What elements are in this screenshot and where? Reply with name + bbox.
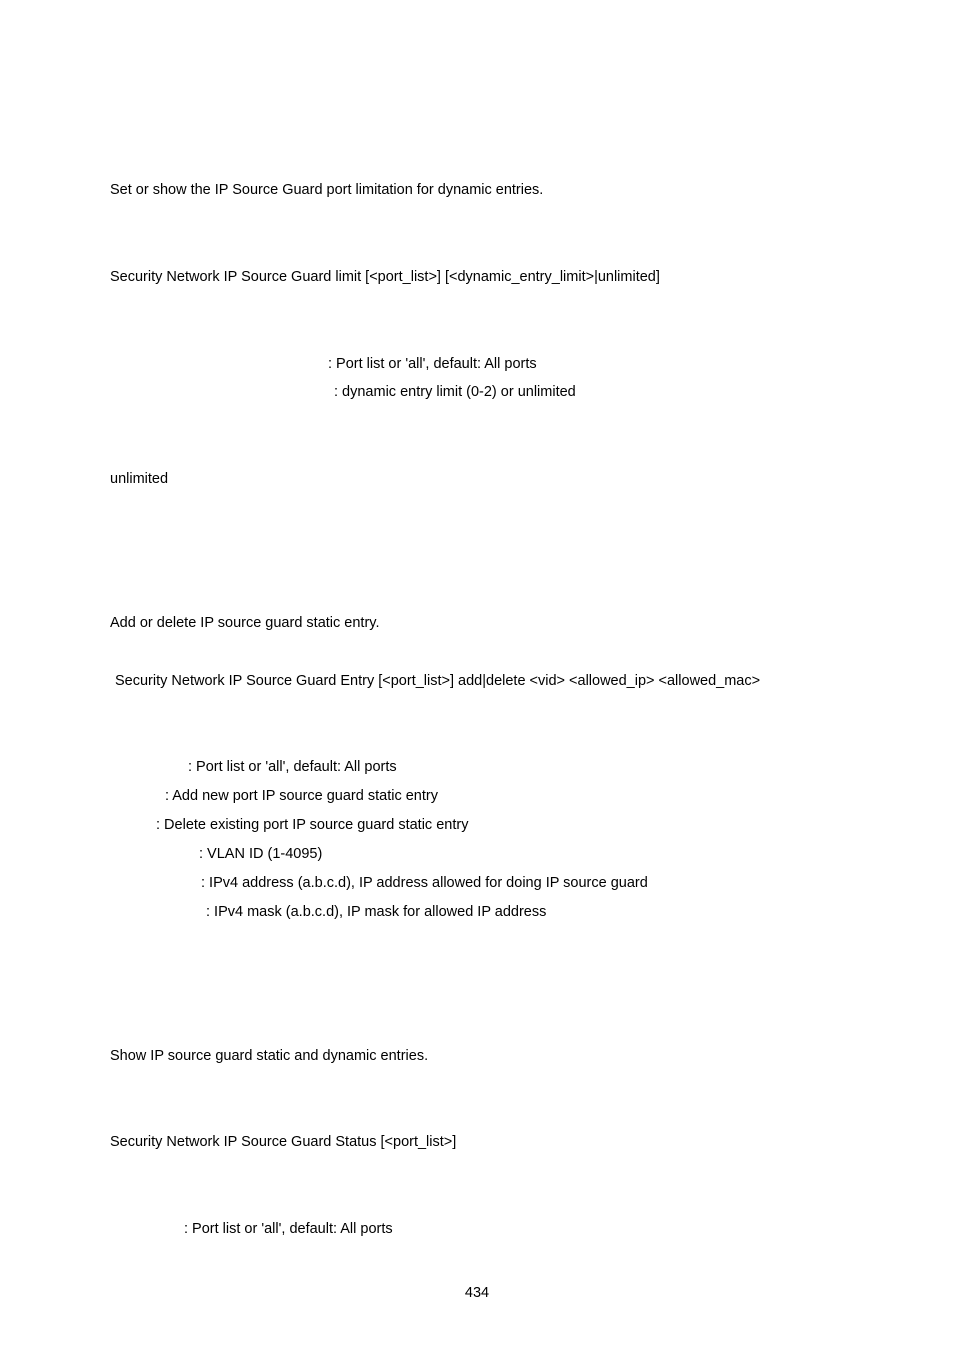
entry-param-delete: : Delete existing port IP source guard static entry [156,817,469,833]
status-param-port-list: : Port list or 'all', default: All ports [184,1221,393,1237]
limit-description: Set or show the IP Source Guard port limitation for dynamic entries. [110,182,544,198]
limit-param-port-list: : Port list or 'all', default: All ports [328,356,537,372]
page-number: 434 [464,1285,490,1301]
limit-param-dynamic-entry-limit: : dynamic entry limit (0-2) or unlimited [334,384,576,400]
limit-syntax: Security Network IP Source Guard limit [<port_list>] [<dynamic_entry_limit>|unlimited] [110,269,660,285]
entry-param-port-list: : Port list or 'all', default: All ports [188,759,397,775]
status-description: Show IP source guard static and dynamic entries. [110,1048,429,1064]
entry-param-add: : Add new port IP source guard static entry [165,788,438,804]
entry-param-allowed-mac: : IPv4 mask (a.b.c.d), IP mask for allowed IP address [206,904,547,920]
entry-description: Add or delete IP source guard static entry. [110,615,380,631]
entry-syntax: Security Network IP Source Guard Entry [<port_list>] add|delete <vid> <allowed_ip> <allowed_mac> [115,673,761,689]
entry-param-vid: : VLAN ID (1-4095) [199,846,323,862]
status-syntax: Security Network IP Source Guard Status [<port_list>] [110,1134,457,1150]
entry-param-allowed-ip: : IPv4 address (a.b.c.d), IP address allowed for doing IP source guard [201,875,648,891]
limit-default-value: unlimited [110,471,169,487]
